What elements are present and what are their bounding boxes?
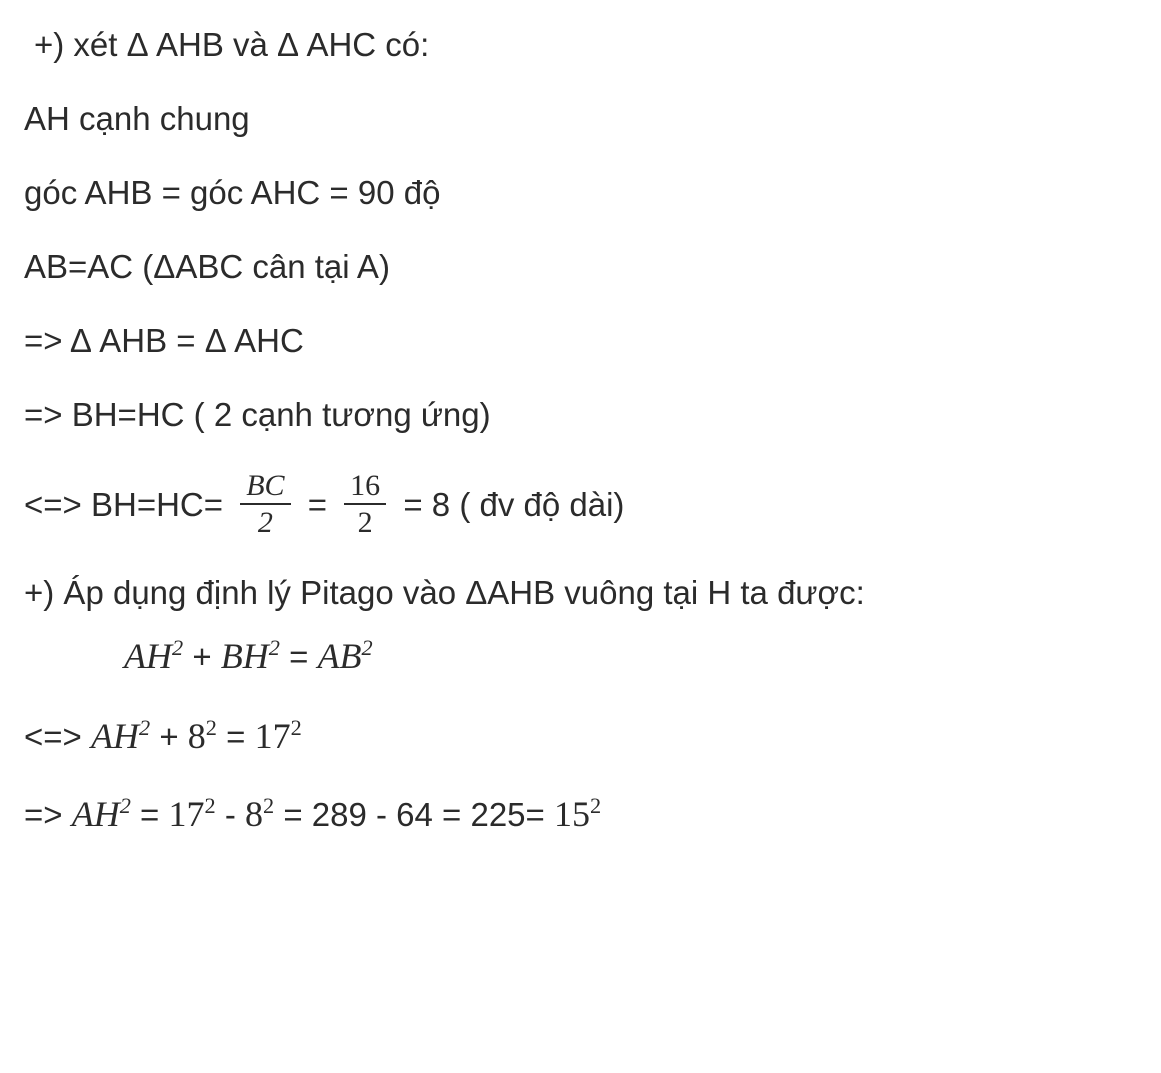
fraction-numerator: 16 <box>350 468 381 502</box>
eq3-term-4: $15^2$ <box>553 792 602 834</box>
text-line-6: => BH=HC ( 2 cạnh tương ứng) <box>24 395 491 433</box>
eq2-term-3: $17^2$ <box>254 715 302 757</box>
eq3-value: 289 - 64 = 225= <box>311 795 545 833</box>
eq2-term-2: $8^2$ <box>187 715 217 757</box>
text-line-3: góc AHB = góc AHC = 90 độ <box>24 173 441 211</box>
text-line-1: +) xét Δ AHB và Δ AHC có: <box>34 26 430 63</box>
eq3-minus: - <box>224 795 236 833</box>
equation-3 <box>24 793 1133 835</box>
fraction-line-result: 8 ( đv độ dài) <box>431 485 625 523</box>
text-line-4: AB=AC (ΔABC cân tại A) <box>24 247 390 285</box>
eq2-plus: + <box>159 718 179 756</box>
eq3-equals-1: = <box>140 795 160 833</box>
text-line-5: => Δ AHB = Δ AHC <box>24 321 304 359</box>
eq1-term-2: $BH^2$ <box>220 634 280 676</box>
fraction-bc-over-2 <box>240 470 290 539</box>
eq2-lead: <=> <box>24 718 82 756</box>
fraction-line-prefix: <=> BH=HC= <box>24 485 224 523</box>
fraction-denominator: 2 <box>344 503 386 539</box>
eq1-exponent-2: 2 <box>268 634 280 660</box>
eq3-lead: => <box>24 795 63 833</box>
text-line-2: AH cạnh chung <box>24 99 250 137</box>
eq3-equals-2: = <box>283 795 303 833</box>
fraction-denominator: 2 <box>240 503 290 539</box>
eq2-exponent-3: 2 <box>290 715 302 741</box>
eq1-term-1: $AH^2$ <box>124 634 184 676</box>
eq3-exponent-1: 2 <box>119 792 131 818</box>
eq3-exponent-3: 2 <box>263 792 275 818</box>
eq2-equals: = <box>226 718 246 756</box>
eq2-exponent-1: 2 <box>139 715 151 741</box>
eq3-term-1: $AH^2$ <box>71 792 131 834</box>
eq3-term-3: $8^2$ <box>245 792 275 834</box>
eq3-exponent-2: 2 <box>204 792 216 818</box>
equals-sign-1: = <box>307 485 327 523</box>
equation-2 <box>24 715 1133 757</box>
eq3-exponent-4: 2 <box>589 792 602 818</box>
eq2-exponent-2: 2 <box>205 715 217 741</box>
equation-1 <box>24 635 1133 677</box>
fraction-16-over-2 <box>344 470 386 539</box>
fraction-numerator: BC <box>246 468 285 502</box>
eq2-term-1: $AH^2$ <box>91 715 151 757</box>
fraction-equation-line <box>24 470 1133 539</box>
eq1-term-3: $AB^2$ <box>317 634 373 676</box>
eq1-equals: = <box>289 637 309 675</box>
eq1-plus: + <box>192 637 212 675</box>
eq3-term-2: $17^2$ <box>168 792 216 834</box>
pythagoras-intro-text: +) Áp dụng định lý Pitago vào ΔAHB vuông tại H ta được: <box>24 573 865 611</box>
eq1-exponent-1: 2 <box>172 634 184 660</box>
eq1-exponent-3: 2 <box>361 634 373 660</box>
equals-sign-2: = <box>403 485 423 523</box>
